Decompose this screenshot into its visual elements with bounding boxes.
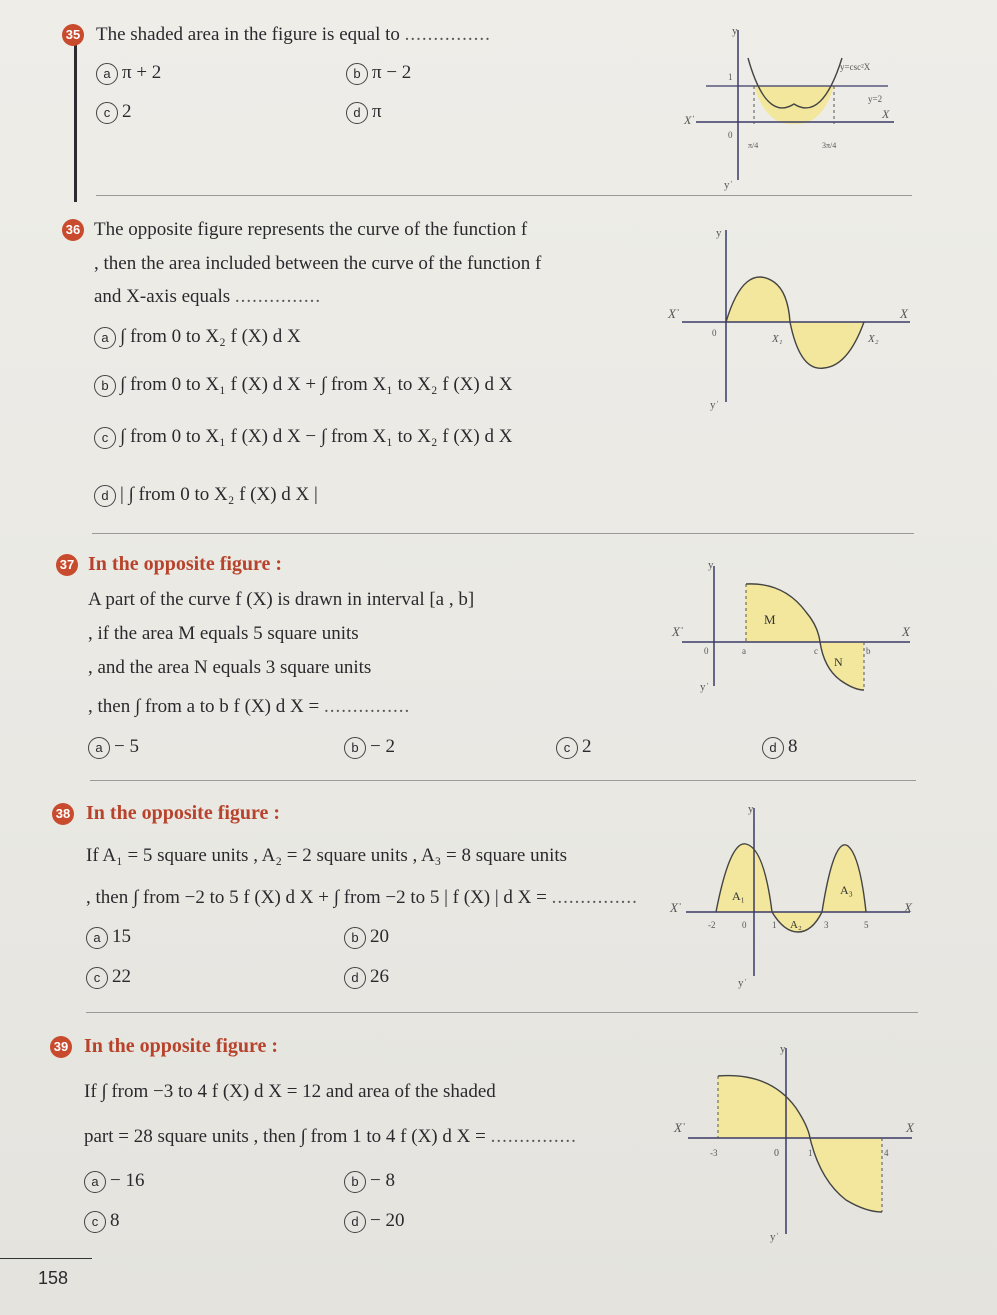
q35-label-3pi-4: 3π/4: [822, 141, 837, 150]
divider: [86, 1012, 918, 1013]
q38-label-minus-2: -2: [708, 920, 716, 930]
question-number-36: 36: [62, 219, 84, 241]
q38-label-five: 5: [864, 920, 869, 930]
option-letter-a: a: [88, 737, 110, 759]
q37-option-d[interactable]: [762, 736, 798, 759]
q35-label-x: X: [882, 107, 890, 121]
q37-blank: ...............: [323, 696, 411, 717]
option-letter-c: c: [94, 427, 116, 449]
q39-line-1: If ∫ from −3 to 4 f (X) d X = 12 and area of the shaded: [84, 1081, 496, 1102]
q35-option-d-text: π: [372, 101, 382, 122]
q36-label-y-prime: yˈ: [710, 399, 720, 411]
option-letter-b: b: [344, 737, 366, 759]
q38-option-b-text: 20: [370, 926, 389, 947]
q38-line-2: [86, 887, 638, 909]
q39-option-a-text: − 16: [110, 1170, 145, 1191]
question-number-35: 35: [62, 24, 84, 46]
q37-option-d-text: 8: [788, 736, 798, 757]
q36-line-3-text: and X-axis equals: [94, 286, 231, 307]
question-number-37: 37: [56, 554, 78, 576]
q38-option-d[interactable]: [344, 966, 389, 989]
q39-label-y: y: [780, 1043, 786, 1055]
q38-heading: In the opposite figure :: [86, 802, 281, 824]
q37-label-a: a: [742, 646, 746, 656]
q39-option-d[interactable]: [344, 1210, 404, 1233]
q39-label-four: 4: [884, 1148, 889, 1158]
q37-line-3: , and the area N equals 3 square units: [88, 657, 372, 678]
q37-label-b: b: [866, 646, 871, 656]
q35-option-a[interactable]: [96, 62, 161, 85]
q36-label-origin: 0: [712, 328, 717, 338]
q38-line-2-text: , then ∫ from −2 to 5 f (X) d X + ∫ from −2 to 5 | f (X) | d X =: [86, 887, 547, 908]
q36-label-x: X: [900, 306, 908, 321]
option-letter-c: c: [556, 737, 578, 759]
q35-label-y: y: [732, 25, 738, 37]
option-letter-b: b: [94, 375, 116, 397]
q35-prompt: The shaded area in the figure is equal to: [96, 24, 400, 45]
q35-label-curve: y=csc²X: [840, 62, 871, 72]
q36-line-1: The opposite figure represents the curve of the function f: [94, 219, 528, 240]
question-35-text: [96, 24, 491, 46]
q39-shaded-below: [810, 1138, 882, 1212]
option-letter-d: d: [344, 967, 366, 989]
q38-label-origin: 0: [742, 920, 747, 930]
option-letter-d: d: [344, 1211, 366, 1233]
option-letter-c: c: [84, 1211, 106, 1233]
option-letter-c: c: [86, 967, 108, 989]
option-letter-b: b: [344, 1171, 366, 1193]
q35-figure: [676, 20, 916, 192]
q35-label-y-prime: yˈ: [724, 179, 734, 191]
q39-label-y-prime: yˈ: [770, 1231, 780, 1243]
q38-label-one: 1: [772, 920, 777, 930]
q35-blank: ...............: [404, 24, 491, 45]
q39-line-2-text: part = 28 square units , then ∫ from 1 to 4 f (X) d X =: [84, 1126, 486, 1147]
q35-option-c-text: 2: [122, 101, 132, 122]
option-letter-b: b: [346, 63, 368, 85]
q39-option-b[interactable]: [344, 1170, 395, 1193]
question-number-38: 38: [52, 803, 74, 825]
q39-figure: [670, 1040, 926, 1248]
q36-option-c[interactable]: [94, 426, 512, 449]
q36-option-c-text: ∫ from 0 to X₁ f (X) d X − ∫ from X₁ to X₂ f (X) d X: [120, 426, 513, 447]
divider: [90, 780, 916, 781]
option-letter-b: b: [344, 927, 366, 949]
q35-option-a-text: π + 2: [122, 62, 162, 83]
q39-line-2: [84, 1126, 577, 1148]
q37-option-b[interactable]: [344, 736, 395, 759]
q36-label-x1: X₁: [772, 333, 783, 345]
q35-label-pi-4: π/4: [748, 141, 759, 150]
q36-line-3: [94, 286, 321, 308]
q36-option-b-text: ∫ from 0 to X₁ f (X) d X + ∫ from X₁ to X₂ f (X) d X: [120, 374, 513, 395]
option-letter-a: a: [94, 327, 116, 349]
q38-option-d-text: 26: [370, 966, 389, 987]
q39-label-origin: 0: [774, 1148, 779, 1159]
q37-option-c[interactable]: [556, 736, 592, 759]
option-letter-a: a: [86, 927, 108, 949]
q39-blank: ...............: [490, 1126, 577, 1147]
q37-label-y-prime: yˈ: [700, 681, 710, 693]
q35-option-d[interactable]: [346, 101, 382, 124]
q38-label-x-prime: Xˈ: [670, 900, 683, 915]
q35-option-c[interactable]: [96, 101, 132, 124]
q37-label-c: c: [814, 646, 818, 656]
q37-line-2: , if the area M equals 5 square units: [88, 623, 359, 644]
option-letter-a: a: [96, 63, 118, 85]
q35-label-one: 1: [728, 72, 733, 82]
q37-line-4: [88, 696, 410, 718]
q38-label-a3: A₃: [840, 883, 853, 897]
q37-option-a-text: − 5: [114, 736, 139, 757]
q36-option-b[interactable]: [94, 374, 512, 397]
q36-option-a-text: ∫ from 0 to X₂ f (X) d X: [120, 326, 301, 347]
q37-area-m: [746, 584, 820, 642]
q37-option-b-text: − 2: [370, 736, 395, 757]
q38-option-c-text: 22: [112, 966, 131, 987]
q39-label-x: X: [906, 1120, 914, 1135]
q36-label-x-prime: Xˈ: [668, 306, 681, 321]
q38-label-a1: A₁: [732, 889, 745, 903]
question-35-marker-line: [74, 30, 77, 202]
q37-figure: [664, 556, 924, 698]
q38-label-three: 3: [824, 920, 829, 930]
q39-option-b-text: − 8: [370, 1170, 395, 1191]
q39-option-c[interactable]: [84, 1210, 120, 1233]
q37-option-c-text: 2: [582, 736, 592, 757]
q38-line-1: If A₁ = 5 square units , A₂ = 2 square units , A₃ = 8 square units: [86, 845, 568, 866]
q36-option-a[interactable]: [94, 326, 301, 349]
q35-option-b-text: π − 2: [372, 62, 412, 83]
q37-label-n: N: [834, 655, 843, 669]
q38-label-y-prime: yˈ: [738, 977, 748, 989]
q36-blank: ...............: [234, 286, 322, 307]
q37-line-1: A part of the curve f (X) is drawn in interval [a , b]: [88, 589, 475, 610]
option-letter-c: c: [96, 102, 118, 124]
q37-label-m: M: [764, 612, 776, 627]
q36-line-2: , then the area included between the curve of the function f: [94, 253, 542, 274]
option-letter-d: d: [94, 485, 116, 507]
q38-option-b[interactable]: [344, 926, 389, 949]
page-number: 158: [38, 1268, 69, 1288]
q37-option-a[interactable]: [88, 736, 139, 759]
q39-label-one: 1: [808, 1148, 813, 1158]
option-letter-a: a: [84, 1171, 106, 1193]
question-number-39: 39: [50, 1036, 72, 1058]
q38-blank: ...............: [551, 887, 638, 908]
q39-shaded-above: [718, 1076, 810, 1138]
q37-label-y: y: [708, 559, 714, 571]
q35-label-x-prime: Xˈ: [684, 113, 696, 127]
q38-figure: [668, 800, 924, 992]
q39-option-a[interactable]: [84, 1170, 144, 1193]
q36-option-d-text: | ∫ from 0 to X₂ f (X) d X |: [120, 484, 318, 505]
q38-label-a2: A₂: [790, 919, 802, 931]
option-letter-d: d: [346, 102, 368, 124]
q39-label-minus-3: -3: [710, 1148, 718, 1158]
q39-option-c-text: 8: [110, 1210, 120, 1231]
option-letter-d: d: [762, 737, 784, 759]
q35-label-line: y=2: [868, 94, 883, 104]
q35-option-b[interactable]: [346, 62, 411, 85]
divider: [92, 533, 914, 534]
q38-option-c[interactable]: [86, 966, 131, 989]
q39-label-x-prime: Xˈ: [674, 1120, 687, 1135]
q38-label-y: y: [748, 803, 754, 815]
q39-heading: In the opposite figure :: [84, 1035, 279, 1057]
q36-shaded-above: [726, 277, 790, 322]
q36-label-x2: X₂: [868, 333, 879, 345]
footer-line: [0, 1258, 92, 1259]
q38-option-a-text: 15: [112, 926, 131, 947]
divider: [96, 195, 912, 196]
q37-line-4-text: , then ∫ from a to b f (X) d X =: [88, 696, 320, 717]
q35-label-origin: 0: [728, 130, 733, 140]
q35-shaded-region: [754, 86, 834, 124]
q37-label-x: X: [902, 624, 910, 639]
q38-option-a[interactable]: [86, 926, 131, 949]
q37-heading: In the opposite figure :: [88, 553, 283, 575]
q36-figure: [664, 222, 924, 418]
q39-option-d-text: − 20: [370, 1210, 405, 1231]
q38-label-x: X: [904, 900, 912, 915]
q37-label-origin: 0: [704, 646, 709, 656]
q36-label-y: y: [716, 227, 722, 239]
q36-option-d[interactable]: [94, 484, 318, 507]
q37-label-x-prime: Xˈ: [672, 624, 685, 639]
